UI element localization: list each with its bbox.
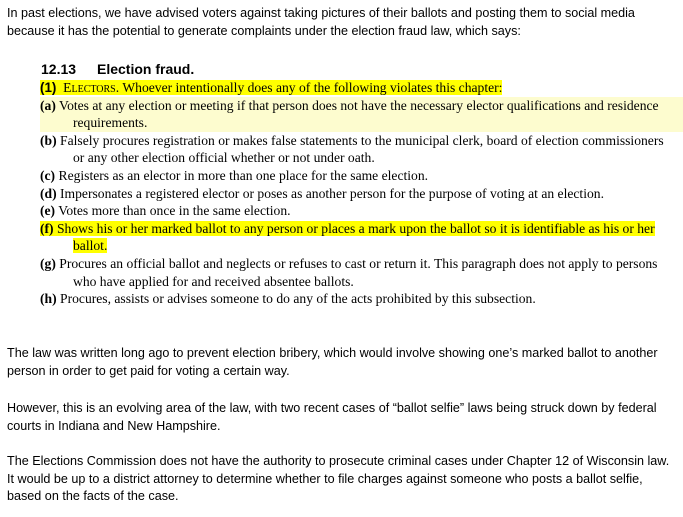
item-text: Procures, assists or advises someone to do any of the acts prohibited by this subsection. <box>60 291 536 307</box>
subsection-text: Whoever intentionally does any of the following violates this chapter: <box>122 80 503 95</box>
statute-item-a <box>40 97 683 132</box>
subsection-heading <box>40 79 670 97</box>
commission-authority-paragraph: The Elections Commission does not have the authority to prosecute criminal cases under Chapter 12 of Wisconsin law. It would be up to a district attorney to determine whether to file charges against someone who posts a ballot selfie, based on the facts of the case. <box>7 454 670 503</box>
ballot-selfie-paragraph: However, this is an evolving area of the law, with two recent cases of “ballot selfie” laws being struck down by federal courts in Indiana and New Hampshire. <box>7 401 657 433</box>
item-text: Registers as an elector in more than one place for the same election. <box>58 167 429 183</box>
statute-item-b <box>40 132 670 167</box>
subsection-lead: Electors. <box>63 80 120 95</box>
item-label: (d) <box>40 185 57 201</box>
item-text: Shows his or her marked ballot to any person or places a mark upon the ballot so it is identifiable as his or her ballot. <box>57 220 655 254</box>
statute-item-e <box>40 202 670 220</box>
item-label: (h) <box>40 291 57 307</box>
item-label: (a) <box>40 97 56 113</box>
statute-item-g <box>40 255 670 290</box>
statute-item-h <box>40 290 670 308</box>
item-label: (g) <box>40 255 56 271</box>
item-label: (f) <box>40 220 54 236</box>
item-label: (b) <box>40 132 57 148</box>
item-text: Votes more than once in the same election. <box>58 203 291 219</box>
item-label: (c) <box>40 167 56 183</box>
bribery-paragraph: The law was written long ago to prevent election bribery, which would involve showing one’s marked ballot to another person in order to get paid for voting a certain way. <box>7 346 658 378</box>
item-label: (e) <box>40 203 56 219</box>
statute-item-d <box>40 185 670 203</box>
item-text: Votes at any election or meeting if that person does not have the necessary elector qualifications and residence requirements. <box>59 97 659 131</box>
intro-paragraph: In past elections, we have advised voters against taking pictures of their ballots and posting them to social media because it has the potential to generate complaints under the election fraud law, which says: <box>7 6 635 38</box>
statute-block <box>40 79 670 308</box>
statute-item-c <box>40 167 670 185</box>
item-text: Procures an official ballot and neglects or refuses to cast or return it. This paragraph does not apply to persons who have applied for and received absentee ballots. <box>59 255 658 289</box>
item-text: Impersonates a registered elector or poses as another person for the purpose of voting at an election. <box>60 185 604 201</box>
statute-heading <box>41 60 194 78</box>
section-number: 12.13 <box>41 61 77 77</box>
statute-item-f <box>40 220 670 255</box>
subsection-label: (1) <box>40 80 57 95</box>
section-title: Election fraud. <box>97 61 195 77</box>
item-text: Falsely procures registration or makes false statements to the municipal clerk, board of election commissioners or any other election official whether or not under oath. <box>60 132 664 166</box>
